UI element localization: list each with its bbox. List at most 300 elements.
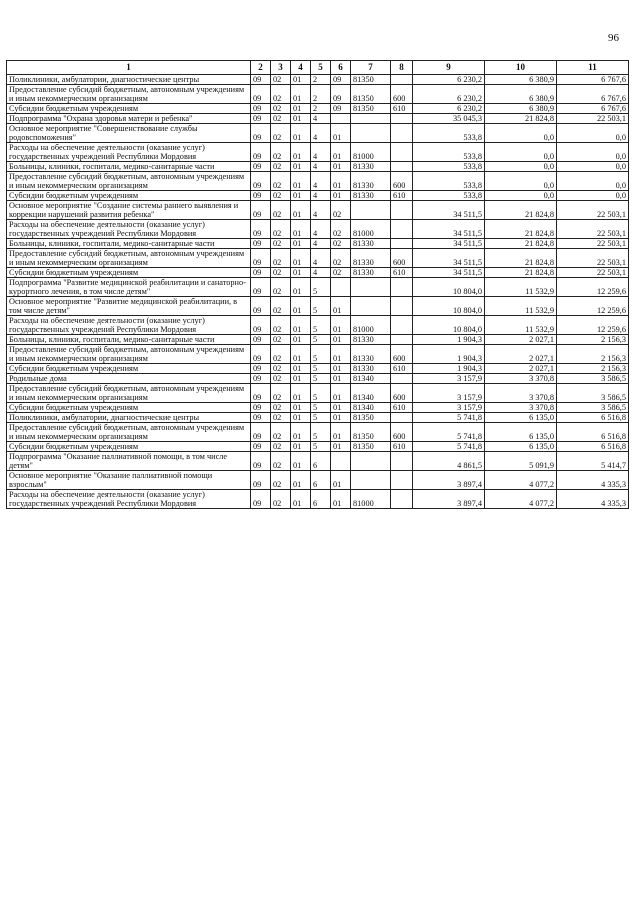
cell-col-4: 01 bbox=[291, 172, 311, 191]
cell-col-6: 01 bbox=[331, 316, 351, 335]
row-name-cell: Предоставление субсидий бюджетным, автономным учреждениям и иным некоммерческим организациям bbox=[7, 249, 251, 268]
cell-col-6: 01 bbox=[331, 384, 351, 403]
cell-col-9: 6 230,2 bbox=[413, 104, 485, 114]
cell-col-4: 01 bbox=[291, 75, 311, 85]
table-row bbox=[7, 162, 629, 172]
cell-col-10: 6 380,9 bbox=[485, 104, 557, 114]
cell-col-6: 01 bbox=[331, 191, 351, 201]
cell-col-4: 01 bbox=[291, 278, 311, 297]
cell-col-3: 02 bbox=[271, 423, 291, 442]
cell-col-10: 2 027,1 bbox=[485, 335, 557, 345]
cell-col-9: 1 904,3 bbox=[413, 364, 485, 374]
cell-col-10: 11 532,9 bbox=[485, 316, 557, 335]
cell-col-8: 610 bbox=[391, 104, 413, 114]
cell-col-2: 09 bbox=[251, 384, 271, 403]
cell-col-3: 02 bbox=[271, 162, 291, 172]
cell-col-6: 01 bbox=[331, 124, 351, 143]
cell-col-5: 5 bbox=[311, 442, 331, 452]
cell-col-10: 21 824,8 bbox=[485, 268, 557, 278]
cell-col-10: 6 135,0 bbox=[485, 442, 557, 452]
cell-col-3: 02 bbox=[271, 220, 291, 239]
cell-col-3: 02 bbox=[271, 442, 291, 452]
header-cell: 10 bbox=[485, 61, 557, 75]
cell-col-4: 01 bbox=[291, 191, 311, 201]
row-name-cell: Предоставление субсидий бюджетным, автономным учреждениям и иным некоммерческим организациям bbox=[7, 423, 251, 442]
row-name-cell: Подпрограмма "Охрана здоровья матери и ребенка" bbox=[7, 114, 251, 124]
cell-col-4: 01 bbox=[291, 114, 311, 124]
cell-col-5: 5 bbox=[311, 423, 331, 442]
cell-col-2: 09 bbox=[251, 316, 271, 335]
row-name-cell: Предоставление субсидий бюджетным, автономным учреждениям и иным некоммерческим организациям bbox=[7, 384, 251, 403]
row-name-cell: Родильные дома bbox=[7, 374, 251, 384]
cell-col-9: 533,8 bbox=[413, 143, 485, 162]
cell-col-10: 6 380,9 bbox=[485, 85, 557, 104]
cell-col-10: 21 824,8 bbox=[485, 249, 557, 268]
cell-col-6 bbox=[331, 452, 351, 471]
cell-col-10: 2 027,1 bbox=[485, 364, 557, 374]
row-name-cell: Субсидии бюджетным учреждениям bbox=[7, 104, 251, 114]
row-name-cell: Поликлиники, амбулатории, диагностические центры bbox=[7, 413, 251, 423]
cell-col-5: 5 bbox=[311, 384, 331, 403]
cell-col-4: 01 bbox=[291, 124, 311, 143]
cell-col-2: 09 bbox=[251, 85, 271, 104]
cell-col-6: 01 bbox=[331, 403, 351, 413]
cell-col-6: 01 bbox=[331, 471, 351, 490]
cell-col-11: 2 156,3 bbox=[557, 335, 629, 345]
cell-col-7: 81330 bbox=[351, 268, 391, 278]
cell-col-9: 6 230,2 bbox=[413, 85, 485, 104]
cell-col-9: 4 861,5 bbox=[413, 452, 485, 471]
cell-col-8: 610 bbox=[391, 191, 413, 201]
cell-col-5: 4 bbox=[311, 114, 331, 124]
cell-col-6: 01 bbox=[331, 423, 351, 442]
cell-col-11: 22 503,1 bbox=[557, 239, 629, 249]
table-row bbox=[7, 114, 629, 124]
cell-col-11: 22 503,1 bbox=[557, 220, 629, 239]
row-name-cell: Подпрограмма "Развитие медицинской реабилитации и санаторно-курортного лечения, в том числе детям" bbox=[7, 278, 251, 297]
table-row bbox=[7, 124, 629, 143]
cell-col-4: 01 bbox=[291, 423, 311, 442]
cell-col-8 bbox=[391, 297, 413, 316]
cell-col-7: 81350 bbox=[351, 413, 391, 423]
cell-col-10: 3 370,8 bbox=[485, 403, 557, 413]
cell-col-10: 0,0 bbox=[485, 124, 557, 143]
cell-col-4: 01 bbox=[291, 384, 311, 403]
cell-col-5: 2 bbox=[311, 75, 331, 85]
table-row bbox=[7, 452, 629, 471]
cell-col-9: 3 157,9 bbox=[413, 384, 485, 403]
table-row bbox=[7, 490, 629, 509]
cell-col-3: 02 bbox=[271, 374, 291, 384]
cell-col-3: 02 bbox=[271, 452, 291, 471]
cell-col-8 bbox=[391, 278, 413, 297]
cell-col-7: 81350 bbox=[351, 75, 391, 85]
table-row bbox=[7, 268, 629, 278]
cell-col-3: 02 bbox=[271, 316, 291, 335]
cell-col-4: 01 bbox=[291, 374, 311, 384]
cell-col-10: 21 824,8 bbox=[485, 201, 557, 220]
cell-col-11: 2 156,3 bbox=[557, 345, 629, 364]
cell-col-11: 6 516,8 bbox=[557, 423, 629, 442]
cell-col-9: 5 741,8 bbox=[413, 423, 485, 442]
cell-col-11: 3 586,5 bbox=[557, 374, 629, 384]
cell-col-6: 01 bbox=[331, 162, 351, 172]
cell-col-9: 10 804,0 bbox=[413, 278, 485, 297]
cell-col-5: 4 bbox=[311, 191, 331, 201]
cell-col-9: 10 804,0 bbox=[413, 316, 485, 335]
table-row bbox=[7, 75, 629, 85]
cell-col-8 bbox=[391, 471, 413, 490]
cell-col-8: 600 bbox=[391, 85, 413, 104]
cell-col-5: 5 bbox=[311, 297, 331, 316]
cell-col-6: 09 bbox=[331, 104, 351, 114]
cell-col-6: 01 bbox=[331, 490, 351, 509]
cell-col-11: 6 516,8 bbox=[557, 413, 629, 423]
cell-col-9: 3 897,4 bbox=[413, 490, 485, 509]
cell-col-2: 09 bbox=[251, 423, 271, 442]
cell-col-4: 01 bbox=[291, 104, 311, 114]
table-body bbox=[7, 75, 629, 509]
header-cell: 4 bbox=[291, 61, 311, 75]
cell-col-2: 09 bbox=[251, 239, 271, 249]
cell-col-6 bbox=[331, 114, 351, 124]
row-name-cell: Больницы, клиники, госпитали, медико-санитарные части bbox=[7, 162, 251, 172]
cell-col-9: 3 897,4 bbox=[413, 471, 485, 490]
cell-col-8 bbox=[391, 335, 413, 345]
cell-col-3: 02 bbox=[271, 75, 291, 85]
cell-col-11: 22 503,1 bbox=[557, 201, 629, 220]
cell-col-10: 0,0 bbox=[485, 172, 557, 191]
cell-col-10: 0,0 bbox=[485, 162, 557, 172]
cell-col-9: 6 230,2 bbox=[413, 75, 485, 85]
cell-col-3: 02 bbox=[271, 490, 291, 509]
cell-col-3: 02 bbox=[271, 239, 291, 249]
cell-col-8 bbox=[391, 490, 413, 509]
header-cell: 2 bbox=[251, 61, 271, 75]
cell-col-6: 01 bbox=[331, 413, 351, 423]
cell-col-2: 09 bbox=[251, 471, 271, 490]
cell-col-7: 81330 bbox=[351, 172, 391, 191]
row-name-cell: Больницы, клиники, госпитали, медико-санитарные части bbox=[7, 239, 251, 249]
cell-col-4: 01 bbox=[291, 364, 311, 374]
cell-col-7: 81350 bbox=[351, 104, 391, 114]
cell-col-8: 600 bbox=[391, 384, 413, 403]
table-row bbox=[7, 201, 629, 220]
cell-col-4: 01 bbox=[291, 239, 311, 249]
cell-col-8 bbox=[391, 201, 413, 220]
cell-col-3: 02 bbox=[271, 413, 291, 423]
cell-col-8 bbox=[391, 162, 413, 172]
cell-col-9: 35 045,3 bbox=[413, 114, 485, 124]
table-row bbox=[7, 278, 629, 297]
cell-col-3: 02 bbox=[271, 403, 291, 413]
row-name-cell: Субсидии бюджетным учреждениям bbox=[7, 364, 251, 374]
cell-col-4: 01 bbox=[291, 249, 311, 268]
cell-col-8 bbox=[391, 220, 413, 239]
cell-col-6: 01 bbox=[331, 374, 351, 384]
cell-col-6: 02 bbox=[331, 239, 351, 249]
cell-col-11: 12 259,6 bbox=[557, 278, 629, 297]
table-row bbox=[7, 413, 629, 423]
row-name-cell: Расходы на обеспечение деятельности (оказание услуг) государственных учреждений Республики Мордовия bbox=[7, 220, 251, 239]
cell-col-2: 09 bbox=[251, 268, 271, 278]
cell-col-4: 01 bbox=[291, 413, 311, 423]
cell-col-9: 533,8 bbox=[413, 124, 485, 143]
cell-col-5: 5 bbox=[311, 316, 331, 335]
cell-col-2: 09 bbox=[251, 201, 271, 220]
cell-col-7 bbox=[351, 278, 391, 297]
cell-col-2: 09 bbox=[251, 413, 271, 423]
cell-col-10: 21 824,8 bbox=[485, 114, 557, 124]
cell-col-7: 81340 bbox=[351, 403, 391, 413]
table-row bbox=[7, 297, 629, 316]
cell-col-11: 22 503,1 bbox=[557, 268, 629, 278]
cell-col-2: 09 bbox=[251, 220, 271, 239]
cell-col-11: 0,0 bbox=[557, 162, 629, 172]
table-row bbox=[7, 364, 629, 374]
row-name-cell: Поликлиники, амбулатории, диагностические центры bbox=[7, 75, 251, 85]
table-header-row bbox=[7, 61, 629, 75]
cell-col-7: 81330 bbox=[351, 249, 391, 268]
cell-col-3: 02 bbox=[271, 278, 291, 297]
cell-col-11: 5 414,7 bbox=[557, 452, 629, 471]
cell-col-4: 01 bbox=[291, 452, 311, 471]
cell-col-10: 6 135,0 bbox=[485, 423, 557, 442]
cell-col-4: 01 bbox=[291, 490, 311, 509]
cell-col-11: 0,0 bbox=[557, 143, 629, 162]
cell-col-2: 09 bbox=[251, 114, 271, 124]
cell-col-5: 4 bbox=[311, 249, 331, 268]
cell-col-3: 02 bbox=[271, 85, 291, 104]
cell-col-6: 01 bbox=[331, 297, 351, 316]
cell-col-5: 4 bbox=[311, 268, 331, 278]
cell-col-10: 0,0 bbox=[485, 191, 557, 201]
cell-col-2: 09 bbox=[251, 297, 271, 316]
cell-col-5: 6 bbox=[311, 452, 331, 471]
table-row bbox=[7, 471, 629, 490]
cell-col-9: 533,8 bbox=[413, 162, 485, 172]
row-name-cell: Предоставление субсидий бюджетным, автономным учреждениям и иным некоммерческим организациям bbox=[7, 85, 251, 104]
table-row bbox=[7, 104, 629, 114]
cell-col-3: 02 bbox=[271, 364, 291, 374]
cell-col-8: 610 bbox=[391, 268, 413, 278]
cell-col-3: 02 bbox=[271, 335, 291, 345]
cell-col-8: 600 bbox=[391, 249, 413, 268]
cell-col-9: 533,8 bbox=[413, 191, 485, 201]
cell-col-11: 6 767,6 bbox=[557, 85, 629, 104]
table-row bbox=[7, 85, 629, 104]
cell-col-11: 22 503,1 bbox=[557, 249, 629, 268]
cell-col-4: 01 bbox=[291, 162, 311, 172]
cell-col-3: 02 bbox=[271, 191, 291, 201]
cell-col-7: 81330 bbox=[351, 191, 391, 201]
cell-col-7: 81350 bbox=[351, 423, 391, 442]
cell-col-6: 02 bbox=[331, 220, 351, 239]
cell-col-7: 81000 bbox=[351, 316, 391, 335]
cell-col-10: 11 532,9 bbox=[485, 278, 557, 297]
table-row bbox=[7, 172, 629, 191]
cell-col-3: 02 bbox=[271, 297, 291, 316]
header-cell: 7 bbox=[351, 61, 391, 75]
cell-col-10: 6 380,9 bbox=[485, 75, 557, 85]
cell-col-10: 0,0 bbox=[485, 143, 557, 162]
cell-col-5: 2 bbox=[311, 104, 331, 114]
cell-col-5: 4 bbox=[311, 124, 331, 143]
table-row bbox=[7, 403, 629, 413]
header-cell: 11 bbox=[557, 61, 629, 75]
cell-col-9: 3 157,9 bbox=[413, 403, 485, 413]
cell-col-5: 5 bbox=[311, 374, 331, 384]
cell-col-7 bbox=[351, 201, 391, 220]
cell-col-5: 4 bbox=[311, 143, 331, 162]
row-name-cell: Субсидии бюджетным учреждениям bbox=[7, 191, 251, 201]
cell-col-9: 34 511,5 bbox=[413, 249, 485, 268]
cell-col-9: 5 741,8 bbox=[413, 413, 485, 423]
cell-col-9: 34 511,5 bbox=[413, 268, 485, 278]
cell-col-6: 09 bbox=[331, 85, 351, 104]
cell-col-6: 01 bbox=[331, 442, 351, 452]
row-name-cell: Основное мероприятие "Оказание паллиативной помощи взрослым" bbox=[7, 471, 251, 490]
cell-col-7: 81350 bbox=[351, 442, 391, 452]
cell-col-7: 81330 bbox=[351, 364, 391, 374]
row-name-cell: Основное мероприятие "Создание системы раннего выявления и коррекции нарушений развития ребенка" bbox=[7, 201, 251, 220]
row-name-cell: Предоставление субсидий бюджетным, автономным учреждениям и иным некоммерческим организациям bbox=[7, 172, 251, 191]
cell-col-5: 4 bbox=[311, 220, 331, 239]
cell-col-8: 600 bbox=[391, 345, 413, 364]
cell-col-7: 81330 bbox=[351, 239, 391, 249]
row-name-cell: Субсидии бюджетным учреждениям bbox=[7, 403, 251, 413]
cell-col-2: 09 bbox=[251, 345, 271, 364]
cell-col-2: 09 bbox=[251, 172, 271, 191]
cell-col-8 bbox=[391, 239, 413, 249]
row-name-cell: Предоставление субсидий бюджетным, автономным учреждениям и иным некоммерческим организациям bbox=[7, 345, 251, 364]
cell-col-8 bbox=[391, 316, 413, 335]
cell-col-11: 12 259,6 bbox=[557, 297, 629, 316]
cell-col-10: 5 091,9 bbox=[485, 452, 557, 471]
cell-col-11: 6 767,6 bbox=[557, 75, 629, 85]
cell-col-10: 3 370,8 bbox=[485, 374, 557, 384]
cell-col-8: 600 bbox=[391, 172, 413, 191]
cell-col-9: 533,8 bbox=[413, 172, 485, 191]
cell-col-2: 09 bbox=[251, 364, 271, 374]
table-row bbox=[7, 442, 629, 452]
cell-col-11: 6 767,6 bbox=[557, 104, 629, 114]
header-cell: 6 bbox=[331, 61, 351, 75]
cell-col-5: 4 bbox=[311, 201, 331, 220]
cell-col-3: 02 bbox=[271, 201, 291, 220]
row-name-cell: Расходы на обеспечение деятельности (оказание услуг) государственных учреждений Республики Мордовия bbox=[7, 143, 251, 162]
cell-col-9: 34 511,5 bbox=[413, 239, 485, 249]
cell-col-6: 02 bbox=[331, 249, 351, 268]
cell-col-3: 02 bbox=[271, 114, 291, 124]
cell-col-7: 81000 bbox=[351, 490, 391, 509]
cell-col-11: 3 586,5 bbox=[557, 384, 629, 403]
row-name-cell: Подпрограмма "Оказание паллиативной помощи, в том числе детям" bbox=[7, 452, 251, 471]
table-row bbox=[7, 143, 629, 162]
cell-col-6: 01 bbox=[331, 364, 351, 374]
cell-col-6: 01 bbox=[331, 143, 351, 162]
cell-col-2: 09 bbox=[251, 162, 271, 172]
table-row bbox=[7, 316, 629, 335]
table-row bbox=[7, 345, 629, 364]
cell-col-8 bbox=[391, 413, 413, 423]
cell-col-10: 21 824,8 bbox=[485, 239, 557, 249]
cell-col-11: 4 335,3 bbox=[557, 471, 629, 490]
cell-col-5: 5 bbox=[311, 413, 331, 423]
row-name-cell: Расходы на обеспечение деятельности (оказание услуг) государственных учреждений Республики Мордовия bbox=[7, 316, 251, 335]
cell-col-11: 3 586,5 bbox=[557, 403, 629, 413]
cell-col-6: 02 bbox=[331, 201, 351, 220]
table-row bbox=[7, 335, 629, 345]
cell-col-7 bbox=[351, 452, 391, 471]
table-row bbox=[7, 423, 629, 442]
cell-col-3: 02 bbox=[271, 143, 291, 162]
cell-col-10: 6 135,0 bbox=[485, 413, 557, 423]
cell-col-5: 6 bbox=[311, 490, 331, 509]
cell-col-2: 09 bbox=[251, 104, 271, 114]
cell-col-3: 02 bbox=[271, 124, 291, 143]
cell-col-10: 11 532,9 bbox=[485, 297, 557, 316]
cell-col-5: 5 bbox=[311, 403, 331, 413]
cell-col-8 bbox=[391, 374, 413, 384]
cell-col-8 bbox=[391, 452, 413, 471]
cell-col-4: 01 bbox=[291, 201, 311, 220]
cell-col-5: 2 bbox=[311, 85, 331, 104]
cell-col-4: 01 bbox=[291, 297, 311, 316]
cell-col-8: 610 bbox=[391, 364, 413, 374]
cell-col-7: 81340 bbox=[351, 374, 391, 384]
cell-col-8 bbox=[391, 143, 413, 162]
cell-col-11: 0,0 bbox=[557, 172, 629, 191]
cell-col-11: 2 156,3 bbox=[557, 364, 629, 374]
cell-col-4: 01 bbox=[291, 442, 311, 452]
budget-table bbox=[6, 60, 629, 509]
cell-col-2: 09 bbox=[251, 249, 271, 268]
cell-col-9: 10 804,0 bbox=[413, 297, 485, 316]
cell-col-6: 09 bbox=[331, 75, 351, 85]
cell-col-11: 22 503,1 bbox=[557, 114, 629, 124]
cell-col-11: 0,0 bbox=[557, 191, 629, 201]
table-row bbox=[7, 220, 629, 239]
cell-col-9: 34 511,5 bbox=[413, 201, 485, 220]
cell-col-5: 4 bbox=[311, 162, 331, 172]
header-cell: 5 bbox=[311, 61, 331, 75]
cell-col-8 bbox=[391, 114, 413, 124]
cell-col-2: 09 bbox=[251, 191, 271, 201]
cell-col-9: 34 511,5 bbox=[413, 220, 485, 239]
header-cell: 1 bbox=[7, 61, 251, 75]
table-row bbox=[7, 239, 629, 249]
cell-col-5: 6 bbox=[311, 471, 331, 490]
cell-col-2: 09 bbox=[251, 278, 271, 297]
cell-col-6: 01 bbox=[331, 335, 351, 345]
cell-col-7 bbox=[351, 114, 391, 124]
cell-col-6: 01 bbox=[331, 172, 351, 191]
cell-col-2: 09 bbox=[251, 124, 271, 143]
cell-col-11: 4 335,3 bbox=[557, 490, 629, 509]
cell-col-5: 4 bbox=[311, 172, 331, 191]
cell-col-4: 01 bbox=[291, 268, 311, 278]
row-name-cell: Субсидии бюджетным учреждениям bbox=[7, 268, 251, 278]
cell-col-3: 02 bbox=[271, 104, 291, 114]
cell-col-7: 81330 bbox=[351, 345, 391, 364]
cell-col-8 bbox=[391, 75, 413, 85]
cell-col-9: 5 741,8 bbox=[413, 442, 485, 452]
table-row bbox=[7, 191, 629, 201]
cell-col-7: 81330 bbox=[351, 162, 391, 172]
cell-col-8 bbox=[391, 124, 413, 143]
cell-col-4: 01 bbox=[291, 220, 311, 239]
